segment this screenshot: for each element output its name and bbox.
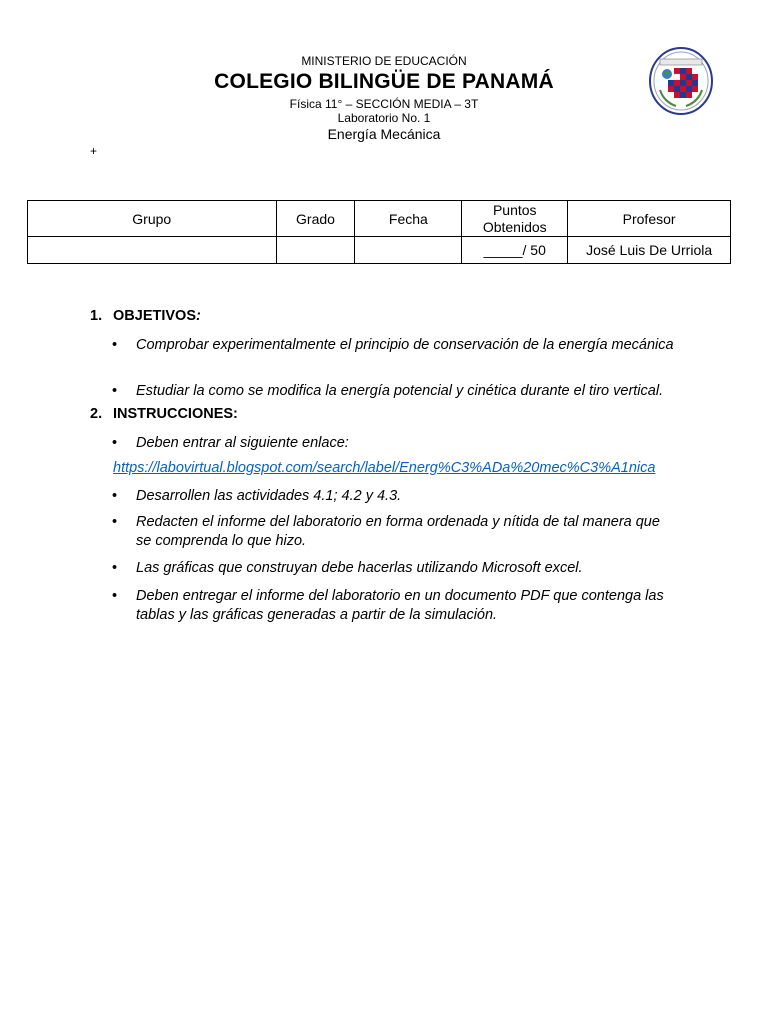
objective-1-text: Comprobar experimentalmente el principio de conservación de la energía mecánica <box>136 337 674 353</box>
header-puntos <box>462 201 568 237</box>
lab-number: Laboratorio No. 1 <box>337 111 431 125</box>
section-title-text: INSTRUCCIONES: <box>113 406 238 422</box>
cell-grupo[interactable] <box>28 237 277 264</box>
section-title-text: OBJETIVOS <box>113 308 196 324</box>
school-seal-icon <box>648 46 714 116</box>
list-item <box>112 559 678 578</box>
list-item <box>112 587 678 625</box>
section-title-suffix: : <box>196 308 201 324</box>
section-number: 1. <box>90 308 103 324</box>
objective-2-text: Estudiar la como se modifica la energía potencial y cinética durante el tiro vertical. <box>136 383 664 399</box>
section-instrucciones-title <box>90 406 238 422</box>
header-grupo: Grupo <box>28 201 277 237</box>
list-item <box>112 487 678 506</box>
ministry-heading: MINISTERIO DE EDUCACIÓN <box>301 54 467 68</box>
plus-mark: + <box>90 144 98 158</box>
header-profesor: Profesor <box>568 201 731 237</box>
school-name: COLEGIO BILINGÜE DE PANAMÁ <box>214 70 554 93</box>
section-number: 2. <box>90 406 103 422</box>
bullet-icon: • <box>112 588 118 604</box>
student-info-table <box>27 200 731 264</box>
header-grado: Grado <box>276 201 355 237</box>
list-item-text <box>136 336 678 355</box>
table-header-row <box>28 201 731 237</box>
instruction-3-text: Redacten el informe del laboratorio en forma ordenada y nítida de tal manera que se comprenda lo que hizo. <box>136 514 660 549</box>
bullet-icon: • <box>112 383 118 399</box>
cell-grado[interactable] <box>276 237 355 264</box>
list-item <box>112 513 678 551</box>
bullet-icon: • <box>112 514 118 530</box>
cell-fecha[interactable] <box>355 237 462 264</box>
instruction-5-text: Deben entregar el informe del laboratorio en un documento PDF que contenga las tablas y las gráficas generadas a partir de la simulación. <box>136 588 664 623</box>
cell-puntos: _____/ 50 <box>462 237 568 264</box>
simulation-link[interactable]: https://labovirtual.blogspot.com/search/label/Energ%C3%ADa%20mec%C3%A1nica <box>113 460 656 476</box>
table-row <box>28 237 731 264</box>
header-puntos-label: Puntos Obtenidos <box>482 201 547 235</box>
bullet-icon: • <box>112 337 118 353</box>
list-item <box>112 336 678 355</box>
bullet-icon: • <box>112 488 118 504</box>
section-objetivos-title <box>90 308 201 324</box>
bullet-icon: • <box>112 435 118 451</box>
list-item <box>112 382 678 401</box>
instruction-4-text: Las gráficas que construyan debe hacerlas utilizando Microsoft excel. <box>136 560 583 576</box>
list-item <box>112 434 678 453</box>
header-fecha: Fecha <box>355 201 462 237</box>
lab-topic: Energía Mecánica <box>327 126 441 142</box>
course-line: Física 11° – SECCIÓN MEDIA – 3T <box>289 97 479 111</box>
bullet-icon: • <box>112 560 118 576</box>
instruction-1-text: Deben entrar al siguiente enlace: <box>136 435 349 451</box>
cell-profesor: José Luis De Urriola <box>568 237 731 264</box>
instruction-2-text: Desarrollen las actividades 4.1; 4.2 y 4.3. <box>136 488 402 504</box>
